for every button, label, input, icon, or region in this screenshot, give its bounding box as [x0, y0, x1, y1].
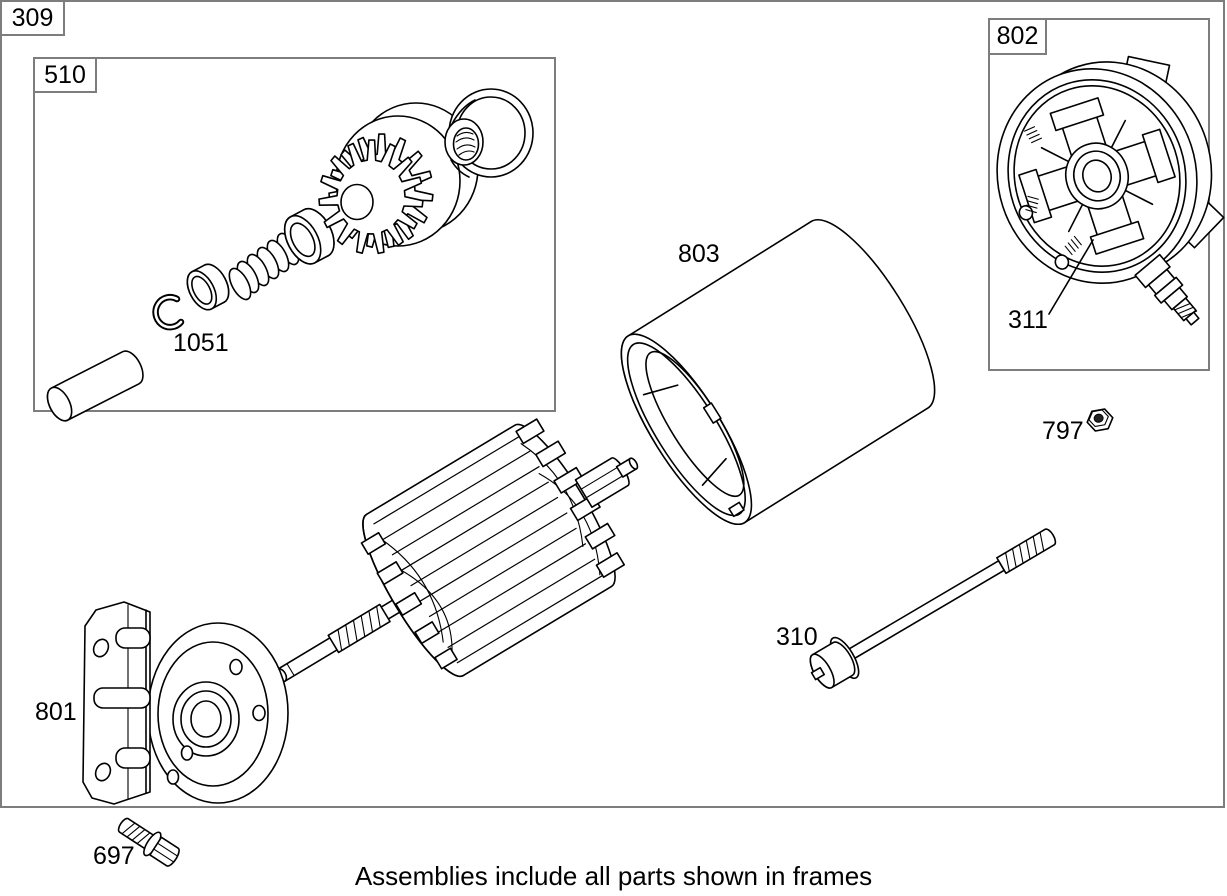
hex-nut-drawing [1085, 408, 1114, 432]
frame-label-802-text: 802 [996, 22, 1039, 50]
armature-drawing [229, 382, 685, 759]
end-cap-drawing [969, 36, 1227, 309]
frame-label-309-text: 309 [11, 3, 54, 32]
frame-label-510-text: 510 [44, 60, 86, 89]
part-label-801: 801 [35, 698, 77, 726]
part-label-310: 310 [776, 623, 818, 651]
retaining-clip-drawing [156, 297, 181, 327]
motor-housing-drawing [599, 203, 956, 540]
drive-end-bracket-drawing [83, 602, 288, 804]
frame-label-802 [988, 18, 1047, 55]
spring-cup-drawing [181, 260, 234, 315]
through-bolt-drawing [802, 515, 1065, 696]
part-label-803: 803 [678, 240, 720, 268]
part-label-311: 311 [1008, 306, 1048, 334]
spring-retainer-drawing [445, 89, 533, 177]
footer-note: Assemblies include all parts shown in frames [354, 861, 873, 891]
part-label-1051: 1051 [173, 329, 229, 357]
frame-label-309 [0, 0, 65, 36]
frame-label-510 [33, 57, 97, 93]
part-label-697: 697 [93, 842, 135, 870]
part-label-797: 797 [1042, 417, 1084, 445]
terminal-stud-drawing [1135, 255, 1207, 332]
drive-pin-drawing [42, 347, 147, 424]
